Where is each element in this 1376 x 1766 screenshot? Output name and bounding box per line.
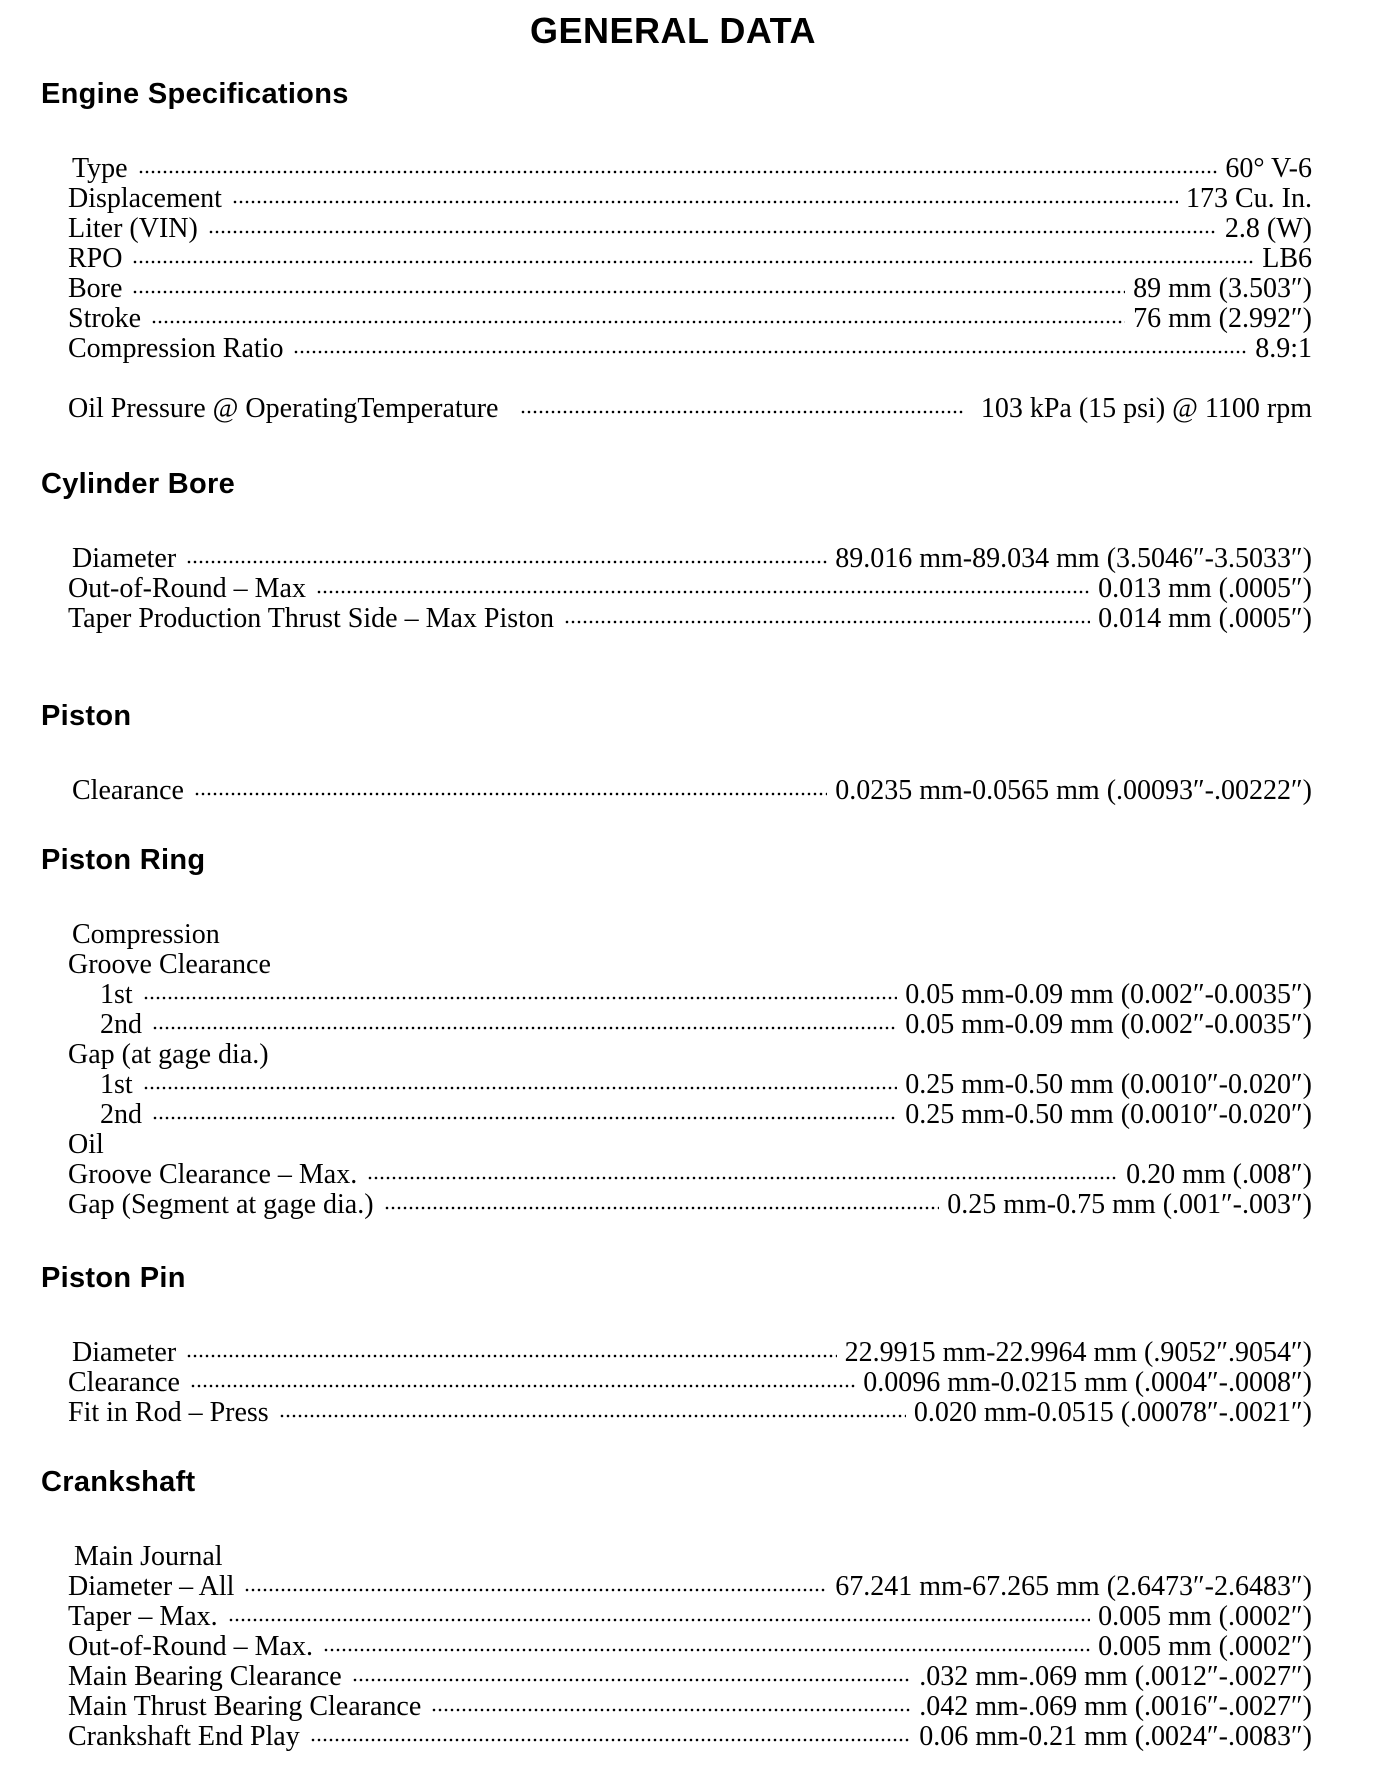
dot-leader [132,287,1125,297]
spec-label: Clearance [72,775,184,806]
dot-leader [316,587,1090,597]
spec-label: Taper Production Thrust Side – Max Piston [68,603,554,634]
spec-row-gap-1st [100,1070,1312,1100]
spec-value: 0.20 mm (.008″) [1126,1159,1312,1190]
crankshaft-heading: Crankshaft [41,1466,196,1498]
spec-label: Displacement [68,183,222,214]
dot-leader [244,1585,827,1595]
spec-row-pin-clearance [68,1368,1312,1398]
spec-label: Liter (VIN) [68,213,198,244]
spec-row-pin-diameter [72,1338,1312,1368]
spec-value: 173 Cu. In. [1186,183,1312,214]
spec-label: Diameter [72,543,177,574]
spec-row-bore-diameter [72,544,1312,574]
spec-label: Type [72,153,128,184]
spec-row-rpo [68,244,1312,274]
piston-heading: Piston [41,700,132,732]
dot-leader [323,1645,1090,1655]
piston-pin-heading: Piston Pin [41,1262,186,1294]
spec-value: 0.005 mm (.0002″) [1098,1631,1312,1662]
spec-row-journal-out-of-round [68,1632,1312,1662]
spec-row-out-of-round [68,574,1312,604]
dot-leader [143,1083,898,1093]
ring-gap-label: Gap (at gage dia.) [68,1039,269,1070]
spec-value: .042 mm-.069 mm (.0016″-.0027″) [919,1691,1312,1722]
dot-leader [151,317,1125,327]
dot-leader [208,227,1217,237]
spec-row-piston-clearance [72,776,1312,806]
ring-oil-label: Oil [68,1129,104,1160]
spec-label: RPO [68,243,123,274]
spec-value: .032 mm-.069 mm (.0012″-.0027″) [919,1661,1312,1692]
spec-value: 22.9915 mm-22.9964 mm (.9052″.9054″) [844,1337,1312,1368]
spec-row-journal-taper [68,1602,1312,1632]
spec-value: 8.9:1 [1255,333,1312,364]
spec-value: 0.25 mm-0.50 mm (0.0010″-0.020″) [905,1069,1312,1100]
dot-leader [228,1615,1090,1625]
engine-specifications-heading: Engine Specifications [41,78,349,110]
spec-row-taper [68,604,1312,634]
dot-leader [186,557,827,567]
spec-label: Taper – Max. [68,1601,218,1632]
spec-row-displacement [68,184,1312,214]
spec-value: 89 mm (3.503″) [1133,273,1312,304]
spec-row-compression-ratio [68,334,1312,364]
dot-leader [293,347,1247,357]
spec-value: 67.241 mm-67.265 mm (2.6473″-2.6483″) [835,1571,1312,1602]
spec-label: Out-of-Round – Max. [68,1631,313,1662]
dot-leader [132,257,1254,267]
spec-label: Clearance [68,1367,180,1398]
spec-label: 2nd [100,1099,142,1130]
spec-row-liter [68,214,1312,244]
dot-leader [431,1705,911,1715]
spec-label: Gap (Segment at gage dia.) [68,1189,374,1220]
spec-row-bore [68,274,1312,304]
spec-row-groove-2nd [100,1010,1312,1040]
dot-leader [352,1675,912,1685]
spec-label: 1st [100,1069,133,1100]
dot-leader [279,1411,906,1421]
spec-value: 0.05 mm-0.09 mm (0.002″-0.0035″) [905,979,1312,1010]
piston-ring-heading: Piston Ring [41,844,206,876]
page-title: GENERAL DATA [529,10,816,51]
spec-label: Main Bearing Clearance [68,1661,342,1692]
spec-value: 0.014 mm (.0005″) [1098,603,1312,634]
dot-leader [190,1381,855,1391]
spec-label: 1st [100,979,133,1010]
spec-label: Oil Pressure @ OperatingTemperature [68,393,499,424]
spec-value: 0.013 mm (.0005″) [1098,573,1312,604]
spec-row-oil-pressure [68,394,1312,424]
dot-leader [138,167,1218,177]
spec-row-type [72,154,1312,184]
spec-label: Groove Clearance – Max. [68,1159,358,1190]
spec-value: 89.016 mm-89.034 mm (3.5046″-3.5033″) [835,543,1312,574]
spec-label: Bore [68,273,123,304]
ring-groove-clearance-label: Groove Clearance [68,949,271,980]
spec-value: 2.8 (W) [1224,213,1312,244]
spec-label: Fit in Rod – Press [68,1397,269,1428]
crank-main-journal-label: Main Journal [74,1541,223,1572]
spec-row-journal-diameter [68,1572,1312,1602]
spec-label: Diameter [72,1337,177,1368]
dot-leader [152,1113,897,1123]
spec-label: 2nd [100,1009,142,1040]
cylinder-bore-heading: Cylinder Bore [41,468,236,500]
spec-label: Main Thrust Bearing Clearance [68,1691,422,1722]
spec-value: 0.020 mm-0.0515 (.00078″-.0021″) [913,1397,1312,1428]
dot-leader [520,407,964,417]
spec-row-oil-gap [68,1190,1312,1220]
spec-value: 0.25 mm-0.50 mm (0.0010″-0.020″) [905,1099,1312,1130]
spec-label: Diameter – All [68,1571,235,1602]
dot-leader [232,197,1178,207]
spec-row-main-bearing-clearance [68,1662,1312,1692]
spec-row-stroke [68,304,1312,334]
spec-value: 76 mm (2.992″) [1133,303,1312,334]
dot-leader [194,789,827,799]
spec-value: LB6 [1262,243,1312,274]
dot-leader [564,617,1090,627]
spec-row-oil-groove [68,1160,1312,1190]
dot-leader [186,1351,836,1361]
spec-row-main-thrust-bearing-clearance [68,1692,1312,1722]
spec-value: 0.0235 mm-0.0565 mm (.00093″-.00222″) [835,775,1312,806]
dot-leader [384,1203,940,1213]
spec-row-groove-1st [100,980,1312,1010]
dot-leader [310,1735,912,1745]
spec-value: 103 kPa (15 psi) @ 1100 rpm [980,393,1312,424]
spec-label: Compression Ratio [68,333,284,364]
spec-value: 0.06 mm-0.21 mm (.0024″-.0083″) [919,1721,1312,1752]
spec-value: 0.25 mm-0.75 mm (.001″-.003″) [947,1189,1312,1220]
spec-value: 0.005 mm (.0002″) [1098,1601,1312,1632]
spec-row-gap-2nd [100,1100,1312,1130]
dot-leader [367,1173,1118,1183]
ring-compression-label: Compression [72,919,220,950]
dot-leader [143,993,898,1003]
spec-label: Crankshaft End Play [68,1721,300,1752]
spec-label: Stroke [68,303,142,334]
spec-value: 0.05 mm-0.09 mm (0.002″-0.0035″) [905,1009,1312,1040]
dot-leader [152,1023,897,1033]
spec-label: Out-of-Round – Max [68,573,306,604]
spec-row-crankshaft-end-play [68,1722,1312,1752]
spec-value: 60° V-6 [1225,153,1312,184]
spec-row-pin-fit [68,1398,1312,1428]
spec-value: 0.0096 mm-0.0215 mm (.0004″-.0008″) [863,1367,1312,1398]
